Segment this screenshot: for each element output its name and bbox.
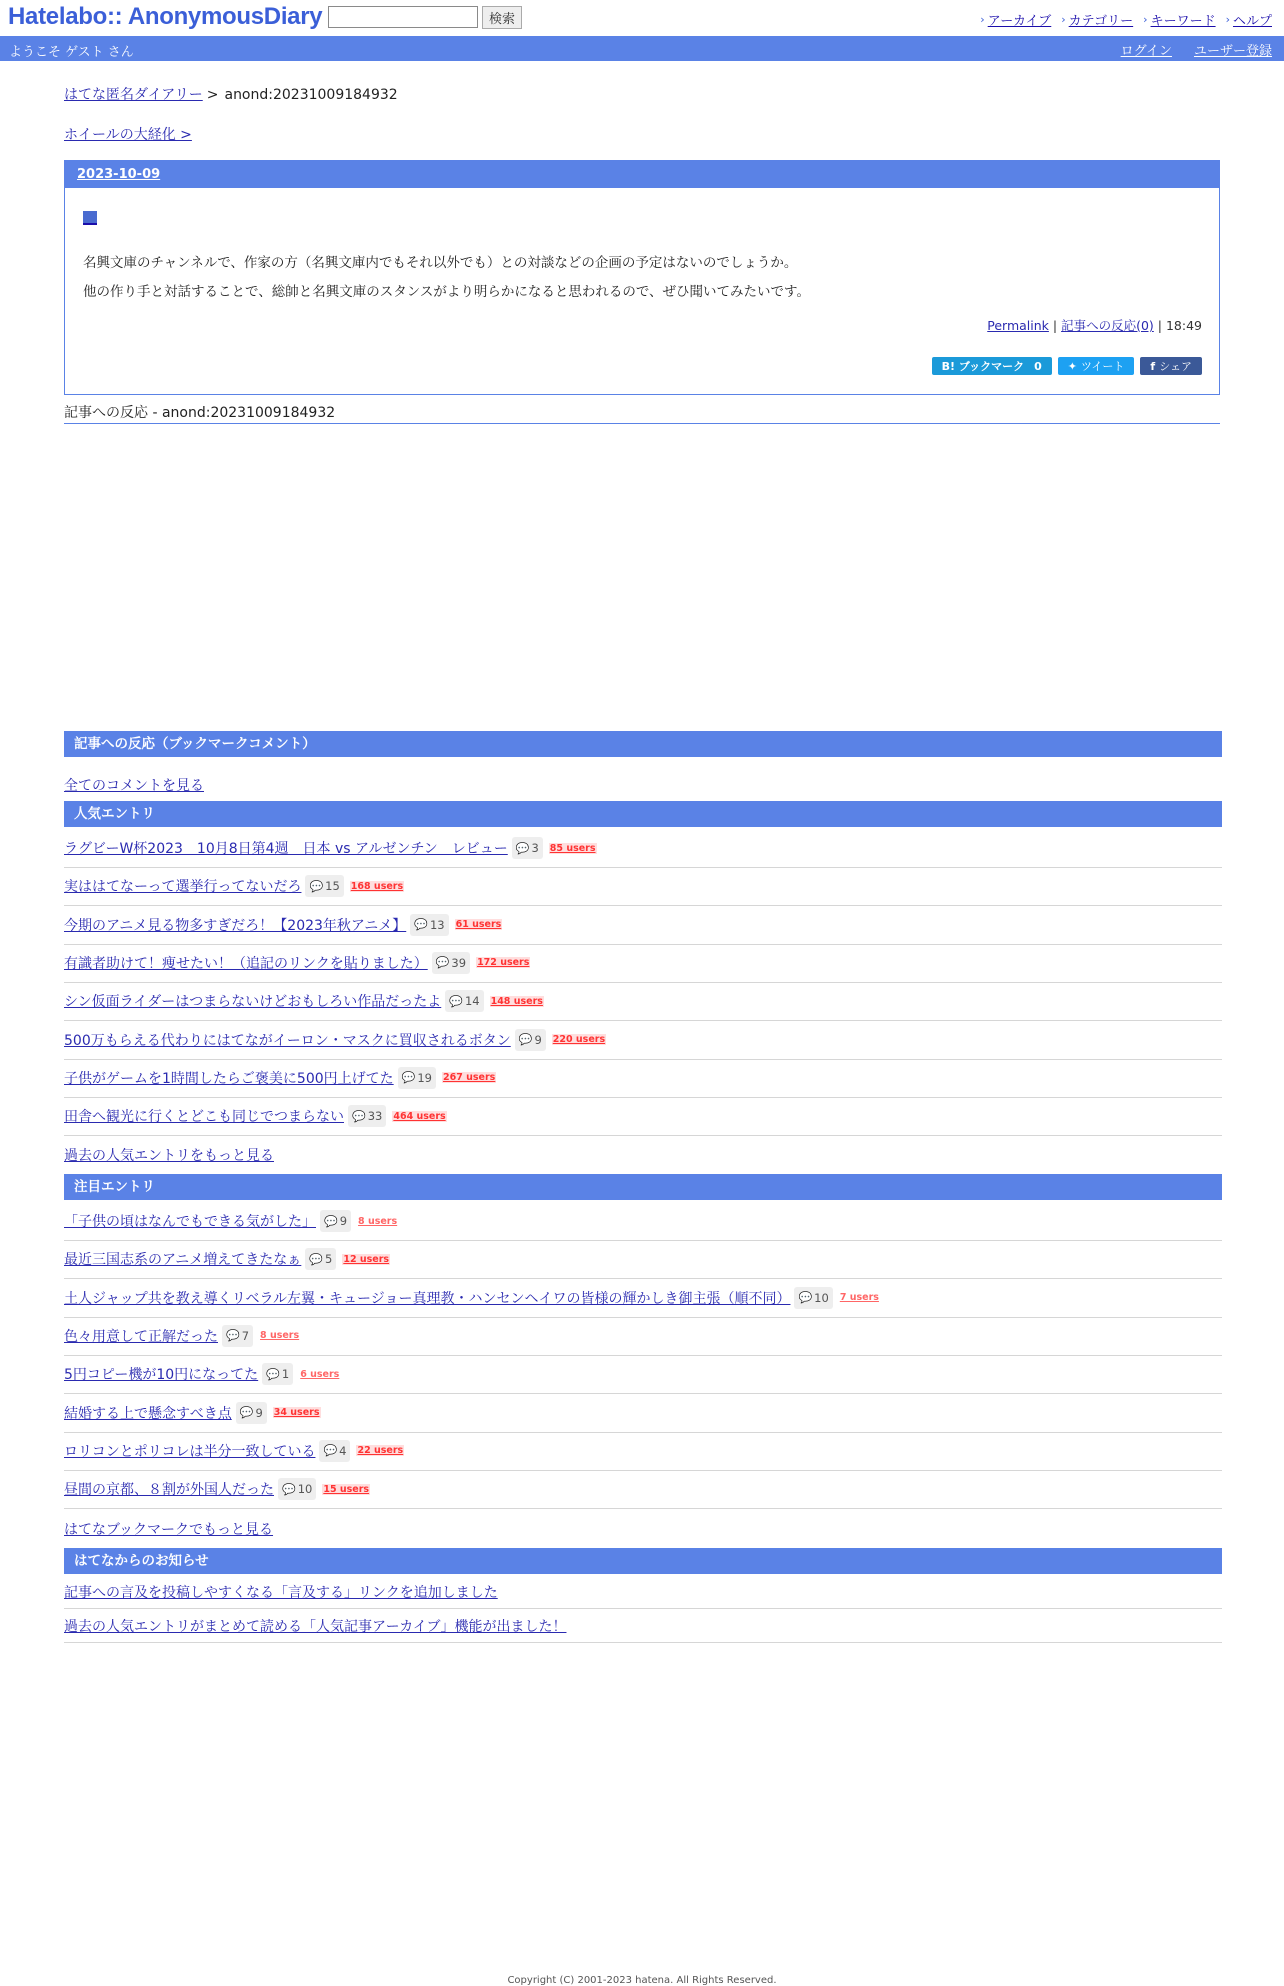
tweet-label: ツイート bbox=[1080, 360, 1125, 373]
share-buttons bbox=[932, 357, 1202, 375]
bookmark-users-badge[interactable]: 172 users bbox=[477, 957, 530, 969]
entry-meta: Permalink | 記事への反応(0) | 18:49 bbox=[987, 318, 1202, 333]
speech-bubble-icon: 💬 bbox=[324, 1214, 338, 1228]
comment-count: 14 bbox=[464, 994, 480, 1009]
notices-header: はてなからのお知らせ bbox=[64, 1548, 1222, 1574]
login-link[interactable]: ログイン bbox=[1120, 44, 1172, 59]
footer-copyright: Copyright (C) 2001-2023 hatena. All Rights Reserved. bbox=[507, 1975, 777, 1986]
user-bar bbox=[0, 36, 1284, 61]
entry-row bbox=[64, 1240, 1222, 1279]
comment-count-badge[interactable] bbox=[445, 990, 483, 1012]
entry-body bbox=[83, 249, 810, 307]
entry-title-link[interactable]: 「子供の頃はなんでもできる気がした」 bbox=[64, 1214, 316, 1230]
entry-title-link[interactable]: 実ははてなーって選挙行ってないだろ bbox=[64, 879, 302, 896]
facebook-share-button[interactable] bbox=[1140, 357, 1202, 375]
notice-link[interactable]: 過去の人気エントリがまとめて読める「人気記事アーカイブ」機能が出ました！ bbox=[64, 1619, 567, 1635]
entry-date[interactable]: 2023-10-09 bbox=[77, 167, 161, 182]
entry-time: 18:49 bbox=[1165, 318, 1202, 333]
comment-count-badge[interactable] bbox=[410, 914, 448, 936]
comment-count-badge[interactable] bbox=[236, 1402, 267, 1424]
hatena-bookmark-count: 0 bbox=[1034, 359, 1042, 373]
entry-row bbox=[64, 829, 1222, 868]
nav-keyword-link[interactable]: キーワード bbox=[1150, 14, 1216, 29]
comment-count-badge[interactable] bbox=[348, 1105, 386, 1127]
entry-row bbox=[64, 1432, 1222, 1471]
entry-row bbox=[64, 1394, 1222, 1433]
bookmark-users-badge[interactable]: 464 users bbox=[393, 1110, 446, 1122]
bookmark-users-badge[interactable]: 6 users bbox=[300, 1368, 340, 1380]
site-logo[interactable] bbox=[8, 3, 322, 31]
register-link[interactable]: ユーザー登録 bbox=[1193, 44, 1272, 59]
entry-title-link[interactable]: 子供がゲームを1時間したらご褒美に500円上げてた bbox=[64, 1070, 394, 1087]
hatena-bookmark-label: B! ブックマーク bbox=[941, 360, 1025, 373]
entry-row bbox=[64, 1317, 1222, 1356]
speech-bubble-icon: 💬 bbox=[323, 1444, 338, 1458]
facebook-share-label: シェア bbox=[1159, 360, 1192, 373]
entry-paragraph: 他の作り手と対話することで、総帥と名興文庫のスタンスがより明らかになると思われるので、ぜひ聞いてみたいです。 bbox=[83, 284, 810, 300]
more-bookmarks-link[interactable]: はてなブックマークでもっと見る bbox=[64, 1522, 274, 1538]
entry-row bbox=[64, 1279, 1222, 1318]
entry-row bbox=[64, 906, 1222, 945]
entry-row bbox=[64, 944, 1222, 983]
featured-entries-header: 注目エントリ bbox=[64, 1174, 1222, 1200]
comment-count-badge[interactable] bbox=[794, 1287, 832, 1309]
speech-bubble-icon: 💬 bbox=[518, 1033, 533, 1046]
nav-item-category[interactable] bbox=[1061, 10, 1133, 29]
entry-title-link[interactable]: 昼間の京都、８割が外国人だった bbox=[64, 1482, 274, 1499]
nav-item-keyword[interactable] bbox=[1143, 10, 1215, 29]
entry-title-link[interactable]: ロリコンとポリコレは半分一致している bbox=[64, 1443, 316, 1460]
comment-count: 7 bbox=[241, 1328, 250, 1343]
bookmark-users-badge[interactable]: 15 users bbox=[323, 1483, 370, 1495]
welcome-text: ようこそ ゲスト さん bbox=[9, 45, 134, 60]
bookmark-users-badge[interactable]: 168 users bbox=[350, 880, 404, 892]
entry-title-link[interactable]: 色々用意して正解だった bbox=[64, 1328, 218, 1345]
comment-count: 9 bbox=[255, 1405, 263, 1420]
comment-count-badge[interactable] bbox=[278, 1478, 316, 1500]
popular-entries-header: 人気エントリ bbox=[64, 801, 1222, 827]
facebook-icon: f bbox=[1150, 359, 1156, 373]
entry-title-link[interactable]: 田舎へ観光に行くとどこも同じでつまらない bbox=[64, 1109, 344, 1126]
bookmark-users-badge[interactable]: 12 users bbox=[343, 1253, 390, 1265]
entry-paragraph: 名興文庫のチャンネルで、作家の方（名興文庫内でもそれ以外でも）との対談などの企画の予定はないのでしょうか。 bbox=[83, 255, 798, 271]
comment-count: 10 bbox=[297, 1482, 313, 1497]
comment-count: 9 bbox=[534, 1032, 542, 1047]
breadcrumb bbox=[64, 84, 398, 104]
reactions-link[interactable]: 記事への反応(0) bbox=[1061, 318, 1154, 333]
entry-row bbox=[64, 867, 1222, 906]
entry-row bbox=[64, 982, 1222, 1021]
comment-count: 13 bbox=[429, 917, 445, 932]
comment-count-badge[interactable] bbox=[515, 1029, 546, 1051]
chevron-right-icon: › bbox=[980, 13, 985, 26]
chevron-right-icon: › bbox=[1061, 13, 1066, 26]
bookmark-users-badge[interactable]: 220 users bbox=[552, 1034, 606, 1045]
nav-category-link[interactable]: カテゴリー bbox=[1068, 14, 1134, 29]
entry-row bbox=[64, 1202, 1222, 1241]
responses-title: 記事への反応 - anond:20231009184932 bbox=[64, 402, 1220, 424]
entry-row bbox=[64, 1355, 1222, 1394]
bookmark-users-badge[interactable]: 85 users bbox=[549, 842, 596, 854]
search-input[interactable] bbox=[328, 6, 478, 28]
chevron-right-icon: › bbox=[1225, 13, 1230, 26]
speech-bubble-icon: 💬 bbox=[352, 1109, 366, 1123]
comment-count-badge[interactable] bbox=[512, 837, 543, 859]
comment-count: 39 bbox=[451, 955, 467, 970]
breadcrumb-separator: > bbox=[206, 87, 219, 103]
notice-row bbox=[64, 1576, 1222, 1609]
notice-link[interactable]: 記事への言及を投稿しやすくなる「言及する」リンクを追加しました bbox=[64, 1585, 498, 1601]
top-nav bbox=[980, 10, 1272, 29]
speech-bubble-icon: 💬 bbox=[414, 918, 428, 932]
comment-count-badge[interactable] bbox=[432, 952, 470, 974]
comment-count-badge[interactable] bbox=[305, 875, 343, 897]
permalink-link[interactable]: Permalink bbox=[987, 318, 1049, 333]
bookmark-users-badge[interactable]: 34 users bbox=[273, 1407, 320, 1418]
comment-count-badge[interactable] bbox=[319, 1440, 350, 1462]
comment-count-badge[interactable] bbox=[222, 1325, 253, 1347]
bookmark-comments-header: 記事への反応（ブックマークコメント） bbox=[64, 731, 1222, 757]
comment-count: 15 bbox=[325, 879, 340, 894]
speech-bubble-icon: 💬 bbox=[798, 1291, 813, 1305]
all-comments-link[interactable]: 全てのコメントを見る bbox=[64, 778, 204, 794]
entry-title-link[interactable]: ラグビーW杯2023 10月8日第4週 日本 vs アルゼンチン レビュー bbox=[64, 841, 508, 857]
comment-count: 4 bbox=[339, 1443, 347, 1458]
entry-title-link[interactable]: 結婚する上で懸念すべき点 bbox=[64, 1405, 232, 1422]
tweet-button[interactable] bbox=[1058, 357, 1135, 375]
speech-bubble-icon: 💬 bbox=[226, 1329, 240, 1343]
bookmark-users-badge[interactable]: 61 users bbox=[455, 919, 502, 931]
nav-item-archive[interactable] bbox=[980, 10, 1051, 29]
more-popular-link[interactable]: 過去の人気エントリをもっと見る bbox=[64, 1148, 274, 1164]
entry-title-link[interactable]: シン仮面ライダーはつまらないけどおもしろい作品だったよ bbox=[64, 994, 442, 1011]
speech-bubble-icon: 💬 bbox=[309, 1252, 324, 1266]
nav-help-link[interactable]: ヘルプ bbox=[1232, 14, 1272, 29]
comment-count-badge[interactable] bbox=[305, 1248, 336, 1270]
previous-entry-link[interactable]: ホイールの大経化 > bbox=[64, 127, 192, 143]
notice-row bbox=[64, 1610, 1222, 1643]
comment-count-badge[interactable] bbox=[320, 1210, 351, 1232]
speech-bubble-icon: 💬 bbox=[309, 879, 324, 893]
bookmark-users-badge[interactable]: 267 users bbox=[442, 1072, 496, 1084]
bookmark-users-badge[interactable]: 148 users bbox=[490, 995, 543, 1007]
entry-row bbox=[64, 1470, 1222, 1509]
nav-archive-link[interactable]: アーカイブ bbox=[987, 14, 1052, 29]
speech-bubble-icon: 💬 bbox=[239, 1406, 254, 1419]
entry-row bbox=[64, 1021, 1222, 1060]
comment-count-badge[interactable] bbox=[398, 1067, 436, 1089]
entry-title-link-square[interactable] bbox=[83, 211, 97, 225]
comment-count: 10 bbox=[814, 1290, 829, 1305]
entry-row bbox=[64, 1097, 1222, 1136]
bookmark-users-badge[interactable]: 8 users bbox=[358, 1215, 398, 1227]
speech-bubble-icon: 💬 bbox=[282, 1482, 296, 1496]
entry-row bbox=[64, 1059, 1222, 1098]
user-links bbox=[1121, 40, 1272, 59]
speech-bubble-icon: 💬 bbox=[401, 1071, 416, 1085]
bookmark-users-badge[interactable]: 8 users bbox=[260, 1330, 300, 1342]
diary-entry bbox=[64, 160, 1220, 395]
entry-title-link[interactable]: 500万もらえる代わりにはてながイーロン・マスクに買収されるボタン bbox=[64, 1032, 511, 1049]
entry-title-link[interactable]: 有識者助けて！痩せたい！（追記のリンクを貼りました） bbox=[64, 955, 428, 972]
entry-title-link[interactable]: 5円コピー機が10円になってた bbox=[64, 1367, 259, 1384]
speech-bubble-icon: 💬 bbox=[435, 956, 450, 970]
bookmark-users-badge[interactable]: 22 users bbox=[357, 1445, 404, 1457]
search-button[interactable]: 検索 bbox=[482, 6, 522, 29]
comment-count: 5 bbox=[325, 1252, 333, 1267]
entry-date-bar bbox=[65, 161, 1219, 188]
comment-count-badge[interactable] bbox=[262, 1363, 293, 1385]
site-logo-text[interactable]: Hatelabo:: AnonymousDiary bbox=[8, 3, 323, 30]
breadcrumb-home-link[interactable]: はてな匿名ダイアリー bbox=[64, 87, 203, 103]
breadcrumb-current: anond:20231009184932 bbox=[224, 87, 398, 103]
entry-title-link[interactable]: 今期のアニメ見る物多すぎだろ！【2023年秋アニメ】 bbox=[64, 917, 407, 934]
speech-bubble-icon: 💬 bbox=[449, 994, 463, 1008]
top-bar bbox=[0, 0, 1284, 36]
bookmark-users-badge[interactable]: 7 users bbox=[839, 1292, 879, 1304]
speech-bubble-icon: 💬 bbox=[266, 1367, 280, 1381]
comment-count: 9 bbox=[339, 1214, 348, 1228]
comment-count: 19 bbox=[417, 1070, 432, 1085]
comment-count: 33 bbox=[367, 1109, 383, 1124]
entry-title-link[interactable]: 最近三国志系のアニメ増えてきたなぁ bbox=[64, 1252, 302, 1269]
chevron-right-icon: › bbox=[1143, 13, 1148, 26]
hatena-bookmark-button[interactable] bbox=[932, 357, 1052, 375]
twitter-bird-icon: ✦ bbox=[1067, 359, 1077, 373]
entry-title-link[interactable]: 土人ジャップ共を教え導くリベラル左翼・キュージョー真理教・ハンセンヘイワの皆様の輝かしき御主張（順不同） bbox=[64, 1290, 791, 1307]
speech-bubble-icon: 💬 bbox=[515, 841, 530, 855]
nav-item-help[interactable] bbox=[1226, 10, 1272, 29]
comment-count: 1 bbox=[281, 1367, 290, 1382]
comment-count: 3 bbox=[531, 841, 539, 855]
